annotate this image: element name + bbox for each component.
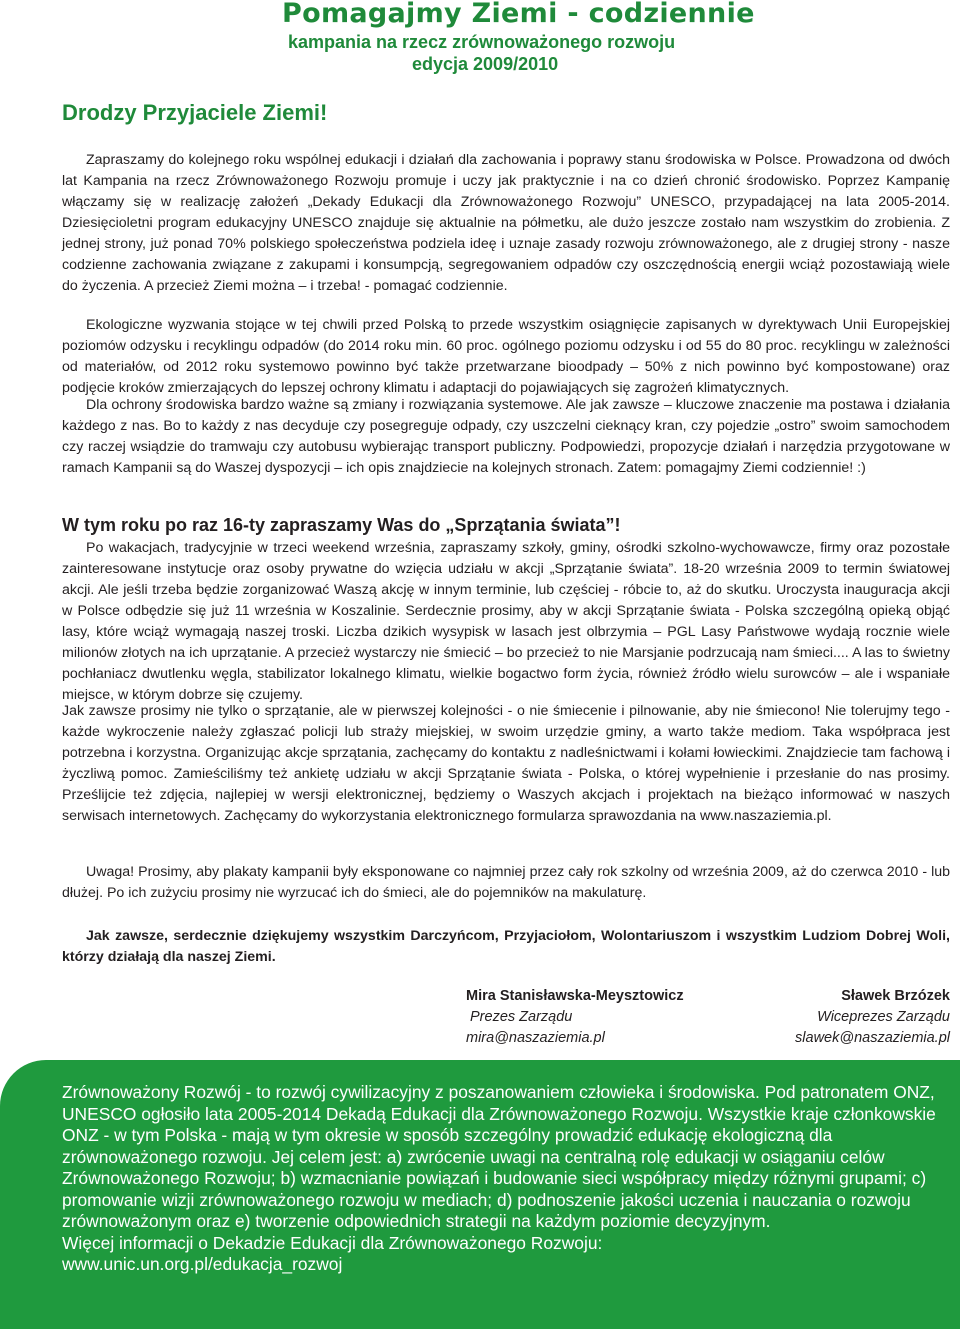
greeting-heading: Drodzy Przyjaciele Ziemi! bbox=[62, 100, 328, 125]
actions-paragraph: Dla ochrony środowiska bardzo ważne są zmiany i rozwiązania systemowe. Ale jak zawsze – kluczowe znaczenie ma postawa i działania każdego z nas. Bo to każdy z nas decyduje czy posegreguje odpady, czy uszczelni cieknący kran, czy pojedzie „ostro” swoim samochodem czy raczej wsiądzie do tramwaju czy autobusu wybierając transport publiczny. Podpowiedzi, propozycje działań i narzędzia przygotowane w ramach Kampanii są do Waszej dyspozycji – ich opis znajdziecie na kolejnych stronach. Zatem: pomagajmy Ziemi codziennie! :) bbox=[62, 397, 950, 476]
info-box-text bbox=[62, 1082, 942, 1276]
signature-role: Prezes Zarządu bbox=[470, 1009, 573, 1025]
signature-email[interactable]: slawek@naszaziemia.pl bbox=[795, 1030, 950, 1046]
info-box-body: Zrównoważony Rozwój - to rozwój cywilizacyjny z poszanowaniem człowieka i środowiska. Pod patronatem ONZ, UNESCO ogłosiło lata 2005-2014 Dekadą Edukacji dla Zrównoważonego Rozwoju. Wszystkie kraje członkowskie ONZ - w tym Polska - mają w tym okresie w sposób szczególny prowadzić edukację ekologiczną dla zrównoważonego rozwoju. Jej celem jest: a) zwrócenie uwagi na centralną rolę edukacji w osiąganiu celów Zrównoważonego Rozwoju; b) wzmacnianie powiązań i budowanie sieci współpracy między różnymi grupami; c) promowanie wizji zrównoważonego rozwoju w mediach; d) podnoszenie jakości uczenia i nauczania o rozwoju zrównoważonym oraz e) tworzenie odpowiednich strategii na każdym poziomie decyzyjnym. bbox=[62, 1082, 936, 1231]
signature-name: Mira Stanisławska-Meysztowicz bbox=[466, 988, 684, 1004]
challenges-paragraph: Ekologiczne wyzwania stojące w tej chwili przed Polską to przede wszystkim osiągnięcie zapisanych w dyrektywach Unii Europejskiej poziomów odzysku i recyklingu odpadów (do 2014 roku min. 60 proc. ogólnego poziomu odzysku i od 55 do 80 proc. recyklingu w zależności od materiałów, od 2012 roku systemowo powinno być także przetwarzane bioodpady – 50% z nich powinno być kompostowane) oraz podjęcie kroków zmierzających do lepszej ochrony klimatu i adaptacji do pojawiających się zagrożeń klimatycznych. bbox=[62, 317, 950, 396]
signature-name: Sławek Brzózek bbox=[841, 988, 950, 1004]
edition-label: edycja 2009/2010 bbox=[412, 54, 559, 74]
info-box-more-label: Więcej informacji o Dekadzie Edukacji dla Zrównoważonego Rozwoju: bbox=[62, 1232, 603, 1253]
intro-paragraph: Zapraszamy do kolejnego roku wspólnej edukacji i działań dla zachowania i poprawy stanu środowiska w Polsce. Prowadzona od dwóch lat Kampania na rzecz Zrównoważonego Rozwoju promuje i uczy jak praktycznie i na co dzień chronić środowisko. Poprzez Kampanię włączamy się w realizację założeń „Dekady Edukacji dla Zrównoważonego Rozwoju” UNESCO, przypadającej na lata 2005-2014. Dziesięcioletni program edukacyjny UNESCO znajduje się aktualnie na półmetku, ale dużo jeszcze zostało nam wszystkim do zrobienia. Z jednej strony, już ponad 70% polskiego społeczeństwa podziela ideę i uznaje zasady rozwoju zrównoważonego, ale z drugiej strony - nasze codzienne zachowania związane z zakupami i konsumpcją, segregowaniem odpadów czy oszczędnością energii wciąż pozostawiają wiele do życzenia. A przecież Ziemi można – i trzeba! - pomagać codziennie. bbox=[62, 152, 950, 294]
thanks-paragraph: Jak zawsze, serdecznie dziękujemy wszystkim Darczyńcom, Przyjaciołom, Wolontariuszom i wszystkim Ludziom Dobrej Woli, którzy działają dla naszej Ziemi. bbox=[62, 928, 950, 965]
page-subtitle: kampania na rzecz zrównoważonego rozwoju bbox=[288, 32, 676, 52]
cleanup-paragraph: Po wakacjach, tradycyjnie w trzeci weekend września, zapraszamy szkoły, gminy, ośrodki szkolno-wychowawcze, firmy oraz pozostałe zainteresowane instytucje oraz osoby prywatne do wzięcia udziału w akcji „Sprzątanie świata”. 18-20 września 2009 to termin światowej akcji. Ale jeśli trzeba będzie zorganizować Waszą akcję w innym terminie, lub częściej - róbcie to, aż do skutku. Uroczysta inauguracja akcji w Polsce odbędzie się już 11 września w Koszalinie. Serdecznie prosimy, aby w akcji Sprzątanie świata - Polska szczególną opieką objąć lasy, które wciąż wymagają naszej troski. Liczba dzikich wysypisk w lasach jest olbrzymia – PGL Lasy Państwowe wydają rocznie wiele milionów złotych na ich uprzątanie. A przecież wystarczy nie śmiecić – bo przecież to nie Marsjanie podrzucają nam śmieci.... A las to świetny pochłaniacz dwutlenku węgla, stabilizator lokalnego klimatu, wielkie bogactwo form życia, również źródło wielu surowców – ale i wspaniałe miejsce, w którym dobrze się czujemy. bbox=[62, 540, 950, 703]
info-box-link[interactable]: www.unic.un.org.pl/edukacja_rozwoj bbox=[62, 1254, 343, 1274]
signature-role: Wiceprezes Zarządu bbox=[817, 1009, 950, 1025]
page-title: Pomagajmy Ziemi - codziennie bbox=[282, 0, 755, 29]
signature-email[interactable]: mira@naszaziemia.pl bbox=[466, 1030, 605, 1046]
posters-note-paragraph: Uwaga! Prosimy, aby plakaty kampanii były eksponowane co najmniej przez cały rok szkolny od września 2009, aż do czerwca 2010 - lub dłużej. Po ich zużyciu prosimy nie wyrzucać ich do śmieci, ale do pojemników na makulaturę. bbox=[62, 864, 950, 901]
signature-vice-president bbox=[795, 986, 950, 1049]
cleanup-heading: W tym roku po raz 16-ty zapraszamy Was do „Sprzątania świata”! bbox=[62, 515, 621, 535]
no-litter-paragraph: Jak zawsze prosimy nie tylko o sprzątanie, ale w pierwszej kolejności - o nie śmiecenie i pilnowanie, aby nie śmiecono! Nie tolerujmy tego - każde wykroczenie należy zgłaszać policji lub straży miejskiej, w swoim urzędzie gminy, a warto także mediom. Taka współpraca jest potrzebna i korzystna. Organizując akcje sprzątania, zachęcamy do kontaktu z nadleśnictwami i kołami łowieckimi. Znajdziecie tam fachową i życzliwą pomoc. Zamieściliśmy też ankietę udziału w akcji Sprzątanie świata - Polska, o której wypełnienie i przesłanie do nas prosimy. Prześlijcie też zdjęcia, najlepiej w wersji elektronicznej, będziemy o Waszych akcjach i projektach na bieżąco informować w naszych serwisach internetowych. Zachęcamy do wykorzystania elektronicznego formularza sprawozdania na www.naszaziemia.pl. bbox=[62, 703, 950, 824]
signature-president bbox=[466, 986, 684, 1049]
